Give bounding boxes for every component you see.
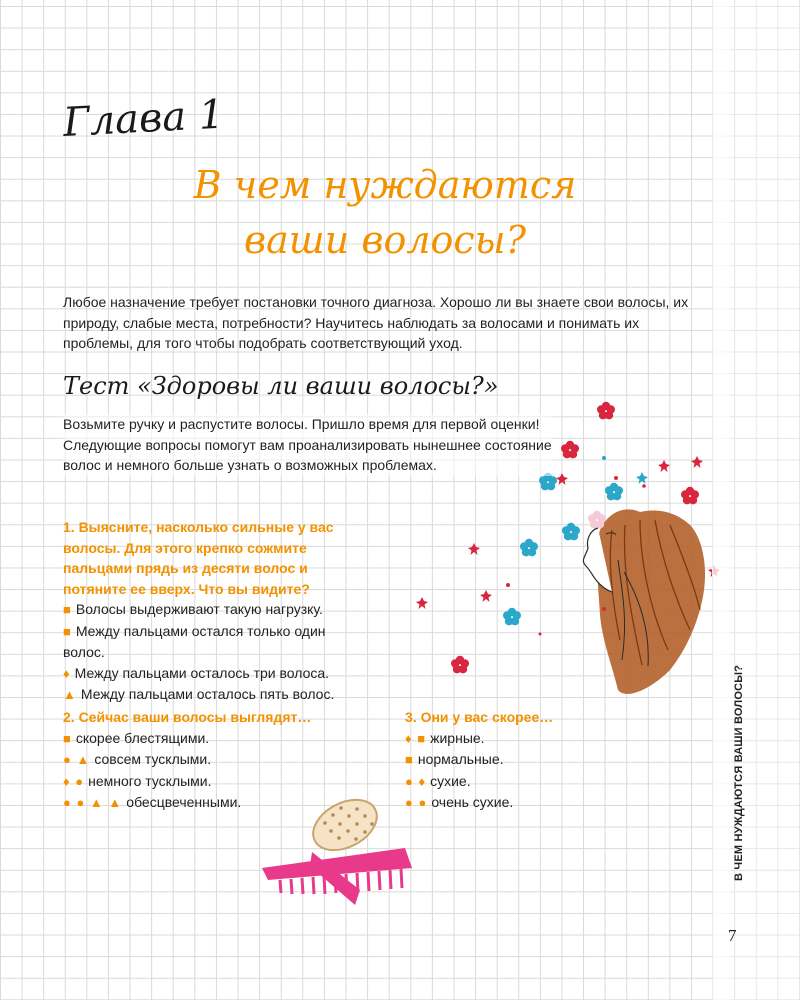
test-description: Возьмите ручку и распустите волосы. Пришло время для первой оценки! Следующие вопросы помогут вам проанализировать нынешнее состояние волос и немного больше узнать о возможных проблемах. <box>63 414 553 476</box>
answer-marker: ● ▲ <box>63 752 91 767</box>
answer-marker: ● ● <box>405 795 428 810</box>
margin-band <box>712 0 730 1000</box>
answer-option <box>405 792 605 814</box>
running-head: В ЧЕМ НУЖДАЮТСЯ ВАШИ ВОЛОСЫ? <box>733 664 745 881</box>
question-3 <box>405 707 605 814</box>
answer-marker: ▲ <box>63 687 77 702</box>
answer-marker: ● ● ▲ ▲ <box>63 795 123 810</box>
woman-illustration <box>583 509 705 694</box>
answer-text: Между пальцами осталось пять волос. <box>80 686 335 702</box>
question-2 <box>63 707 383 814</box>
intro-paragraph: Любое назначение требует постановки точного диагноза. Хорошо ли вы знаете свои волосы, их природу, слабые места, потребности? Научитесь наблюдать за волосами и понимать их проблемы, для того чтобы подобрать соответствующий уход. <box>63 294 689 351</box>
answer-marker: ♦ <box>63 665 71 681</box>
answer-marker: ■ <box>63 602 72 617</box>
question-1 <box>63 517 368 706</box>
answer-marker: ■ <box>405 752 414 767</box>
answer-marker: ■ <box>63 623 72 639</box>
answer-text: Между пальцами осталось три волоса. <box>74 664 330 681</box>
answer-option <box>63 621 368 663</box>
answer-text: очень сухие. <box>431 794 514 810</box>
test-title: Тест «Здоровы ли ваши волосы?» <box>63 372 499 400</box>
answer-option <box>63 599 368 621</box>
answer-text: обесцвеченными. <box>126 794 242 810</box>
answer-text: нормальные. <box>417 751 504 767</box>
title-line-1: В чем нуждаются <box>193 163 577 207</box>
question-heading: 2. Сейчас ваши волосы выглядят… <box>63 709 312 725</box>
answer-text: немного тусклыми. <box>88 772 212 789</box>
question-heading: 3. Они у вас скорее… <box>405 709 554 725</box>
answer-option <box>63 684 368 706</box>
answer-option <box>405 749 605 771</box>
answer-option <box>63 663 368 685</box>
answer-marker: ■ <box>63 730 72 746</box>
question-heading: 1. Выясните, насколько сильные у вас волосы. Для этого крепко сожмите пальцами прядь из десяти волос и потяните ее вверх. Что вы видите? <box>63 519 334 597</box>
chapter-label: Глава 1 <box>62 91 226 146</box>
answer-text: сухие. <box>430 772 471 789</box>
answer-text: совсем тусклыми. <box>94 751 212 767</box>
title-line-2: ваши волосы? <box>244 218 526 262</box>
page-title <box>150 158 620 268</box>
answer-marker: ● ♦ <box>405 773 427 789</box>
answer-marker: ♦ ■ <box>405 730 427 746</box>
answer-option <box>405 771 605 793</box>
answer-text: Между пальцами остался только один волос. <box>63 622 326 660</box>
answer-text: скорее блестящими. <box>75 729 210 746</box>
answer-option <box>63 749 383 771</box>
answer-marker: ♦ ● <box>63 773 85 789</box>
page-number: 7 <box>728 926 737 945</box>
answer-option <box>63 771 383 793</box>
answer-text: Волосы выдерживают такую нагрузку. <box>75 601 323 617</box>
answer-option <box>63 792 383 814</box>
answer-option <box>63 728 383 750</box>
answer-text: жирные. <box>430 729 485 746</box>
answer-option <box>405 728 605 750</box>
